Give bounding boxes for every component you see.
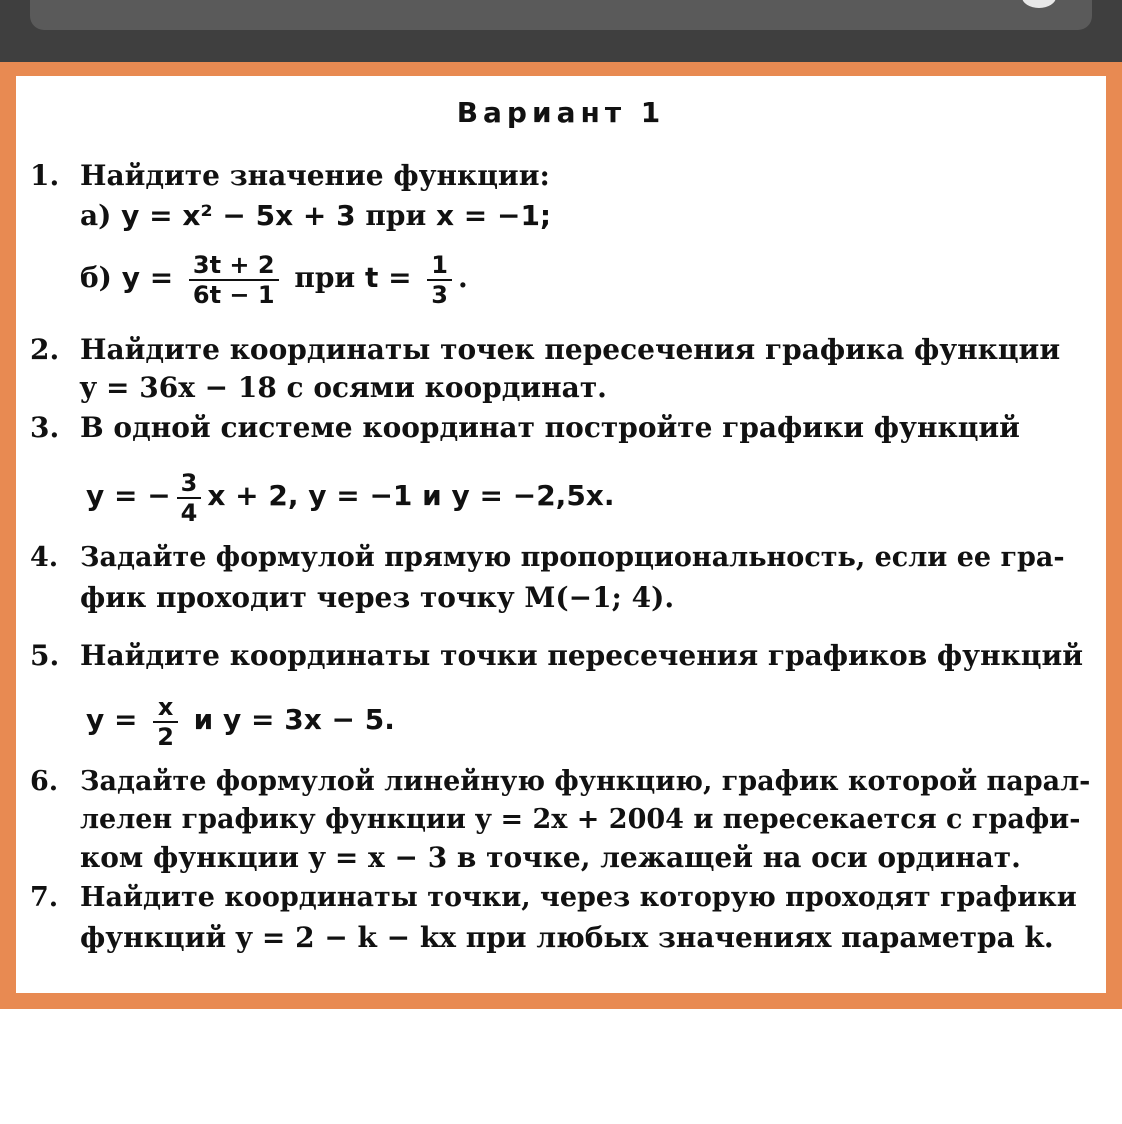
- formula-rhs: и y = 3x − 5.: [193, 703, 395, 736]
- condition-value: x = −1;: [435, 199, 552, 232]
- task-text-line-1: Задайте формулой прямую пропорциональность, если ее гра-: [80, 542, 1065, 573]
- bottom-blank-area: [0, 1009, 1122, 1124]
- document-body: [16, 76, 1106, 993]
- task-text-line-1: Найдите координаты точки, через которую проходят графики: [80, 882, 1077, 913]
- task-text-line-1: Найдите координаты точки пересечения графиков функций: [80, 639, 1084, 672]
- task-text-line-1: В одной системе координат постройте графики функций: [80, 411, 1020, 444]
- item-label: б): [80, 261, 112, 294]
- task-text-line-1: Задайте формулой линейную функцию, график которой парал-: [80, 766, 1091, 797]
- formula-lhs: y =: [121, 261, 174, 294]
- fraction-numerator: 3t + 2: [189, 251, 279, 281]
- task-text-line-2: лелен графику функции y = 2x + 2004 и пересекается с графи-: [80, 804, 1081, 835]
- formula: y = x² − 5x + 3: [121, 199, 356, 232]
- task-text: Найдите значение функции:: [80, 159, 550, 192]
- fraction-denominator: 6t − 1: [192, 280, 275, 309]
- fraction-denominator: 2: [157, 722, 174, 751]
- task-text-line-2: y = 36x − 18 с осями координат.: [80, 371, 607, 404]
- formula-lhs: y = −: [86, 479, 171, 512]
- task-number: 2.: [30, 333, 60, 366]
- task-number: 3.: [30, 411, 60, 444]
- task-text-line-1: Найдите координаты точек пересечения графика функции: [80, 333, 1061, 366]
- fraction-numerator: x: [153, 693, 178, 723]
- task-text-line-2: функций y = 2 − k − kx при любых значениях параметра k.: [80, 921, 1054, 954]
- condition-var: t =: [364, 261, 412, 294]
- task-number: 5.: [30, 639, 60, 672]
- variant-title: Вариант 1: [456, 96, 666, 129]
- task-text-line-2: фик проходит через точку M(−1; 4).: [80, 581, 675, 614]
- fraction: [189, 251, 279, 309]
- task-number: 7.: [30, 882, 59, 913]
- fraction-denominator: 3: [431, 280, 448, 309]
- task-number: 1.: [30, 159, 60, 192]
- address-pill[interactable]: [30, 0, 1092, 30]
- fraction: [153, 693, 178, 751]
- item-label: а): [80, 199, 112, 232]
- worksheet: [16, 76, 1106, 993]
- formula-lhs: y =: [86, 703, 138, 736]
- end-punct: .: [458, 261, 468, 294]
- condition-word: при: [365, 199, 427, 232]
- fraction-denominator: 4: [180, 498, 198, 527]
- task-number: 6.: [30, 766, 59, 797]
- formula-rhs: x + 2, y = −1 и y = −2,5x.: [207, 479, 615, 512]
- fraction-numerator: 1: [427, 251, 452, 281]
- fraction-numerator: 3: [177, 469, 202, 499]
- fraction: [427, 251, 452, 309]
- task-number: 4.: [30, 542, 59, 573]
- task-text-line-3: ком функции y = x − 3 в точке, лежащей на оси ординат.: [80, 841, 1021, 874]
- top-bar: [0, 0, 1122, 62]
- fraction: [177, 469, 202, 527]
- condition-word: при: [294, 261, 356, 294]
